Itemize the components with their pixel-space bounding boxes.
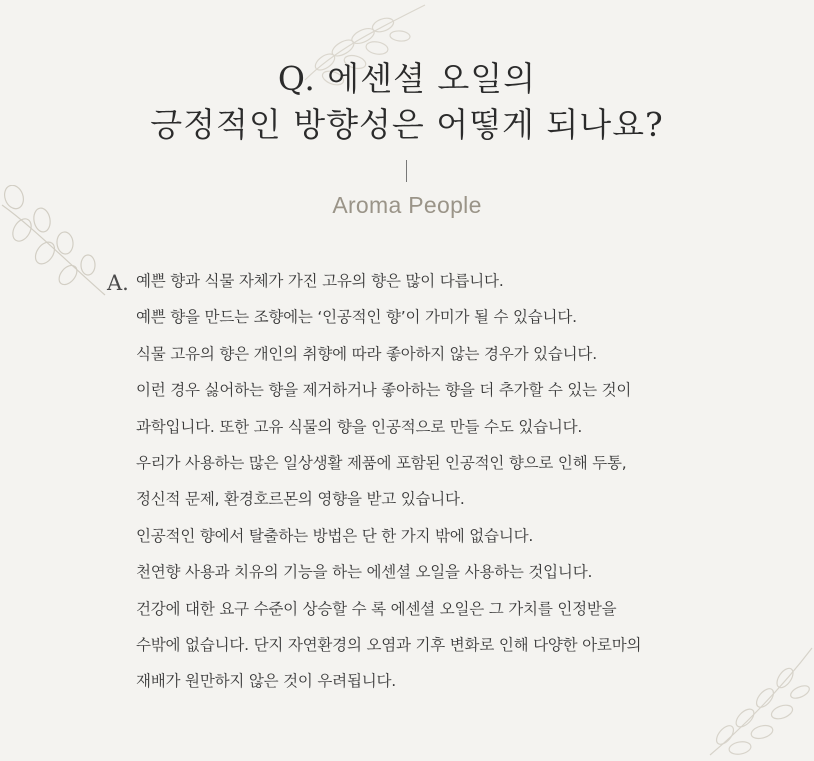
answer-line: 수밖에 없습니다. 단지 자연환경의 오염과 기후 변화로 인해 다양한 아로마의: [136, 635, 642, 654]
question-title-line-2: 긍정적인 방향성은 어떻게 되나요?: [150, 105, 664, 144]
answer-line: 과학입니다. 또한 고유 식물의 향을 인공적으로 만들 수도 있습니다.: [136, 417, 583, 436]
answer-line: 이런 경우 싫어하는 향을 제거하거나 좋아하는 향을 더 추가할 수 있는 것이: [136, 381, 632, 400]
answer-line: 예쁜 향과 식물 자체가 가진 고유의 향은 많이 다릅니다.: [136, 272, 504, 290]
vertical-divider: [406, 160, 407, 182]
answer-line: 인공적인 향에서 탈출하는 방법은 단 한 가지 밖에 없습니다.: [136, 526, 534, 545]
answer-line: 식물 고유의 향은 개인의 취향에 따라 좋아하지 않는 경우가 있습니다.: [136, 344, 597, 363]
answer-marker: A.: [107, 271, 129, 295]
answer-line: 우리가 사용하는 많은 일상생활 제품에 포함된 인공적인 향으로 인해 두통,: [136, 453, 627, 472]
answer-line: 예쁜 향을 만드는 조향에는 ‘인공적인 향’이 가미가 될 수 있습니다.: [136, 308, 577, 327]
answer-line: 재배가 원만하지 않은 것이 우려됩니다.: [136, 672, 397, 691]
answer-line: 천연향 사용과 치유의 기능을 하는 에센셜 오일을 사용하는 것입니다.: [136, 563, 593, 582]
question-title: [0, 56, 814, 148]
brand-name: Aroma People: [332, 192, 482, 218]
question-title-line-1: Q. 에센셜 오일의: [277, 59, 537, 98]
answer-line: 정신적 문제, 환경호르몬의 영향을 받고 있습니다.: [136, 490, 465, 509]
answer-line: 건강에 대한 요구 수준이 상승할 수 록 에센셜 오일은 그 가치를 인정받을: [136, 599, 617, 618]
answer-body: [136, 272, 786, 709]
